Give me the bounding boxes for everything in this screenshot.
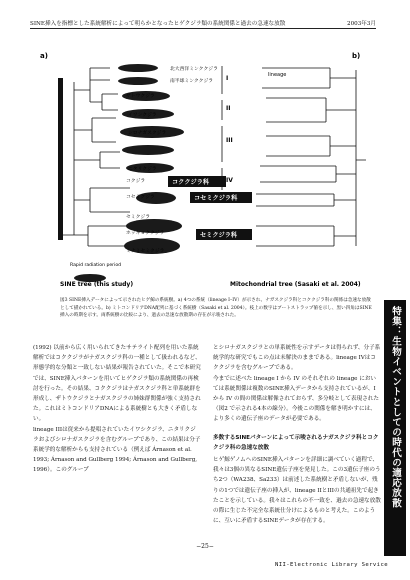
lineage-label: lineage [268,72,287,78]
svg-text:I: I [226,75,229,82]
paragraph: とシロナガスクジラとの単系統性を示すデータは得られず、分子系統学的な研究でもこの点は未解決のままである。lineage IVはコククジラを含むグループである。 [213,345,381,372]
species-label: 南半球ミンククジラ [170,79,214,84]
left-column [33,343,201,476]
species-label: コセミクジラ [126,195,155,200]
rapid-radiation-bar [58,78,63,240]
header-rule [30,28,376,29]
species-label: コクジラ [126,179,146,184]
paragraph: 今までに述べた lineage I から IV のそれぞれの lineage においては系統関係は複数のSINE挿入データから支持されているが、I から IV の間の関係は解像されておらず、多分岐として表現された（図2 で示される4本の線分）。今後この関係を解き明かすには、より多くの遺伝子座のデータが必要である。 [213,375,379,423]
species-label: ニタリクジラ [128,167,157,172]
side-banner [384,300,406,556]
side-banner-text: 特集：生物イベントとしての時代の適応放散 [390,306,401,508]
rapid-radiation-label: Rapid radiation period [70,263,122,268]
paragraph: lineage IIIは従来から提唱されていたイワシクジラ、ニタリクジラおよびシロナガスクジラを含むグループであり、この結果は分子系統学的な解析からも支持されている（例えば Árnason et al. 1993; Árnason and Gullberg 1994; Árnason and Gullberg, 1996）。このグループ [33,426,201,474]
species-label: ザトウクジラ [126,94,155,99]
lineage-group-labels [226,75,233,184]
species-label: ミナミセミクジラ [126,249,165,254]
species-label: 北大西洋ミンククジラ [170,67,218,72]
sine-tree [62,68,130,246]
running-header [30,19,376,27]
svg-text:コククジラ科: コククジラ科 [172,179,210,186]
footer-credit: NII-Electronic Library Service [274,562,388,568]
section-heading: 多数するSINEパターンによって示唆されるナガスクジラ科とコククジラ科の急速な放散 [213,434,379,451]
panel-b-label: b) [352,52,361,60]
figure-caption: 図3 SINE挿入データによって示されたヒゲ鯨の系統樹。a) 4つの系統（lineage I–IV）が示され、ナガスクジラ科とコククジラ科の関係は急速な放散として描かれている。b) ミトコンドリアDNA配列に基づく系統樹（Sasaki et al. 2004）。枝上の数字はブートストラップ値を示し、黒い四角はSINE挿入の時期を示す。両系統樹の比較により、過去の急速な放散期の存在が示唆された。 [60,298,372,319]
header-date: 2003年3月 [347,21,376,27]
species-label: イワシクジラ [128,113,157,118]
paragraph: ヒゲ鯨ゲノムへのSINE挿入パターンを詳細に調べていく過程で、我々は3個の異なるSINE遺伝子座を発見した。この3遺伝子座のうち2つ（WA238、Sa233）は前述した系統樹と矛盾しないが、残りの1つでは遺伝子座の挿入が、lineage IIとIIIの共通祖先で起きたことを示している。我々はこれらの不一致を、過去の急速な放散の際に生じた不完全な系統仕分けによるものと考えた。このように、互いに矛盾するSINEデータが存在する。 [213,457,381,525]
phylogeny-figure [30,50,376,292]
species-label: セミクジラ [126,215,150,220]
family-name-boxes [168,176,252,240]
panel-a-label: a) [40,52,48,60]
svg-text:セミクジラ科: セミクジラ科 [200,232,238,239]
mito-tree [256,68,366,246]
mito-tree-title: Mitochondrial tree (Sasaki et al. 2004) [230,281,361,288]
page-number: −25− [196,543,214,550]
sine-tree-title: SINE tree (this study) [60,281,134,288]
header-title: SINE挿入を指標とした系統解析によって明らかとなったヒゲクジラ類の系統関係と過去の急速な放散 [30,21,286,27]
svg-text:コセミクジラ科: コセミクジラ科 [194,195,238,202]
right-column [213,343,381,526]
paragraph: (1992) 以前から広く用いられてきたサテライト配列を用いた系統解析ではコククジラがナガスクジラ科の一種として扱われるなど、形態学的な分類と一致しない結果が報告されていた。そこで本研究では、SINE挿入パターンを用いてヒゲクジラ類の系統関係の再検討を行った。その結果、コククジラはナガスクジラ科と単系統群を形成し、ザトウクジラとナガスクジラの姉妹群関係が強く支持された。これはミトコンドリアDNAによる系統樹とも大きく矛盾しない。 [33,345,201,423]
svg-text:II: II [226,105,231,112]
svg-text:III: III [226,137,233,144]
svg-text:IV: IV [226,177,233,184]
species-label: シロナガスクジラ [128,131,167,136]
species-label: ホッキョククジラ [126,231,165,236]
